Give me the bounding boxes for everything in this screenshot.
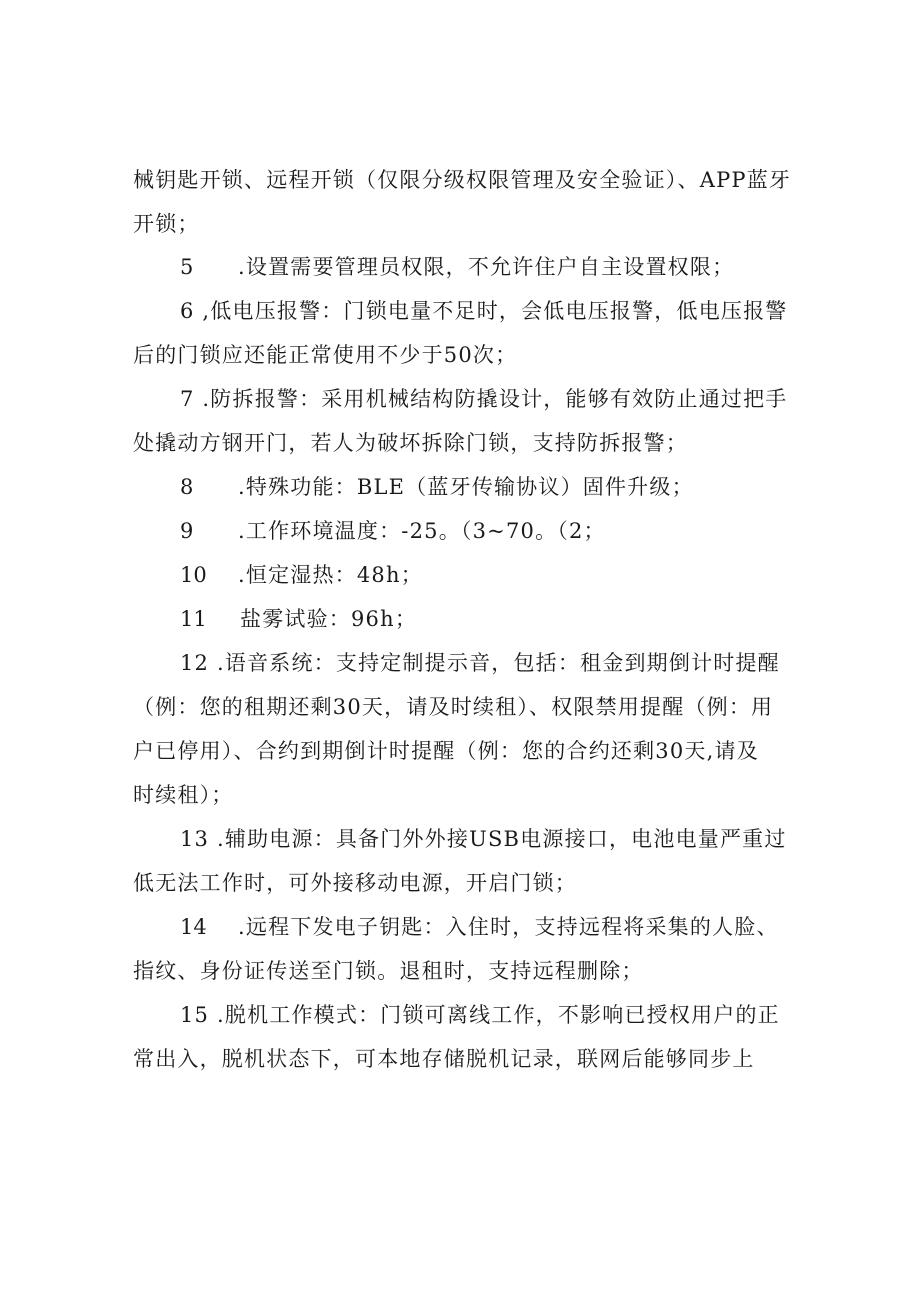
text-line: （例：您的租期还剩30天，请及时续租）、权限禁用提醒（例：用 xyxy=(133,695,774,719)
text-line: 处撬动方钢开门，若人为破坏拆除门锁，支持防拆报警； xyxy=(133,431,688,455)
text-line: 15 .脱机工作模式：门锁可离线工作，不影响已授权用户的正 xyxy=(180,1003,780,1027)
text-line: 低无法工作时，可外接移动电源，开启门锁； xyxy=(133,871,577,895)
item-number: 8 xyxy=(180,475,194,499)
text-line: 13 .辅助电源：具备门外外接USB电源接口，电池电量严重过 xyxy=(180,827,787,851)
text-line: 开锁； xyxy=(133,212,200,236)
item-number: 14 xyxy=(180,915,207,939)
text-line: .工作环境温度：-25。（3~70。（2； xyxy=(238,519,606,543)
text-line: 指纹、身份证传送至门锁。退租时，支持远程删除； xyxy=(133,959,644,983)
text-line: .设置需要管理员权限，不允许住户自主设置权限； xyxy=(238,255,735,279)
text-line: .恒定湿热：48h； xyxy=(238,563,423,587)
text-line: 盐雾试验：96h； xyxy=(240,607,418,631)
text-line: 械钥匙开锁、远程开锁（仅限分级权限管理及安全验证）、APP蓝牙 xyxy=(133,168,792,192)
text-line: 户已停用）、合约到期倒计时提醒（例：您的合约还剩30天,请及 xyxy=(133,739,759,763)
item-number: 5 xyxy=(180,255,194,279)
item-number: 11 xyxy=(180,607,207,631)
item-number: 9 xyxy=(180,519,194,543)
item-number: 10 xyxy=(180,563,207,587)
text-line: 12 .语音系统：支持定制提示音，包括：租金到期倒计时提醒 xyxy=(180,651,780,675)
text-line: 6 ,低电压报警：门锁电量不足时，会低电压报警，低电压报警 xyxy=(180,299,788,323)
text-line: 常出入，脱机状态下，可本地存储脱机记录，联网后能够同步上 xyxy=(133,1047,755,1071)
text-line: 7 .防拆报警：采用机械结构防撬设计，能够有效防止通过把手 xyxy=(180,387,788,411)
text-line: 时续租）； xyxy=(133,783,234,807)
text-line: .特殊功能：BLE（蓝牙传输协议）固件升级； xyxy=(238,475,694,499)
text-line: .远程下发电子钥匙：入住时，支持远程将采集的人脸、 xyxy=(238,915,779,939)
text-line: 后的门锁应还能正常使用不少于50次； xyxy=(133,343,518,367)
